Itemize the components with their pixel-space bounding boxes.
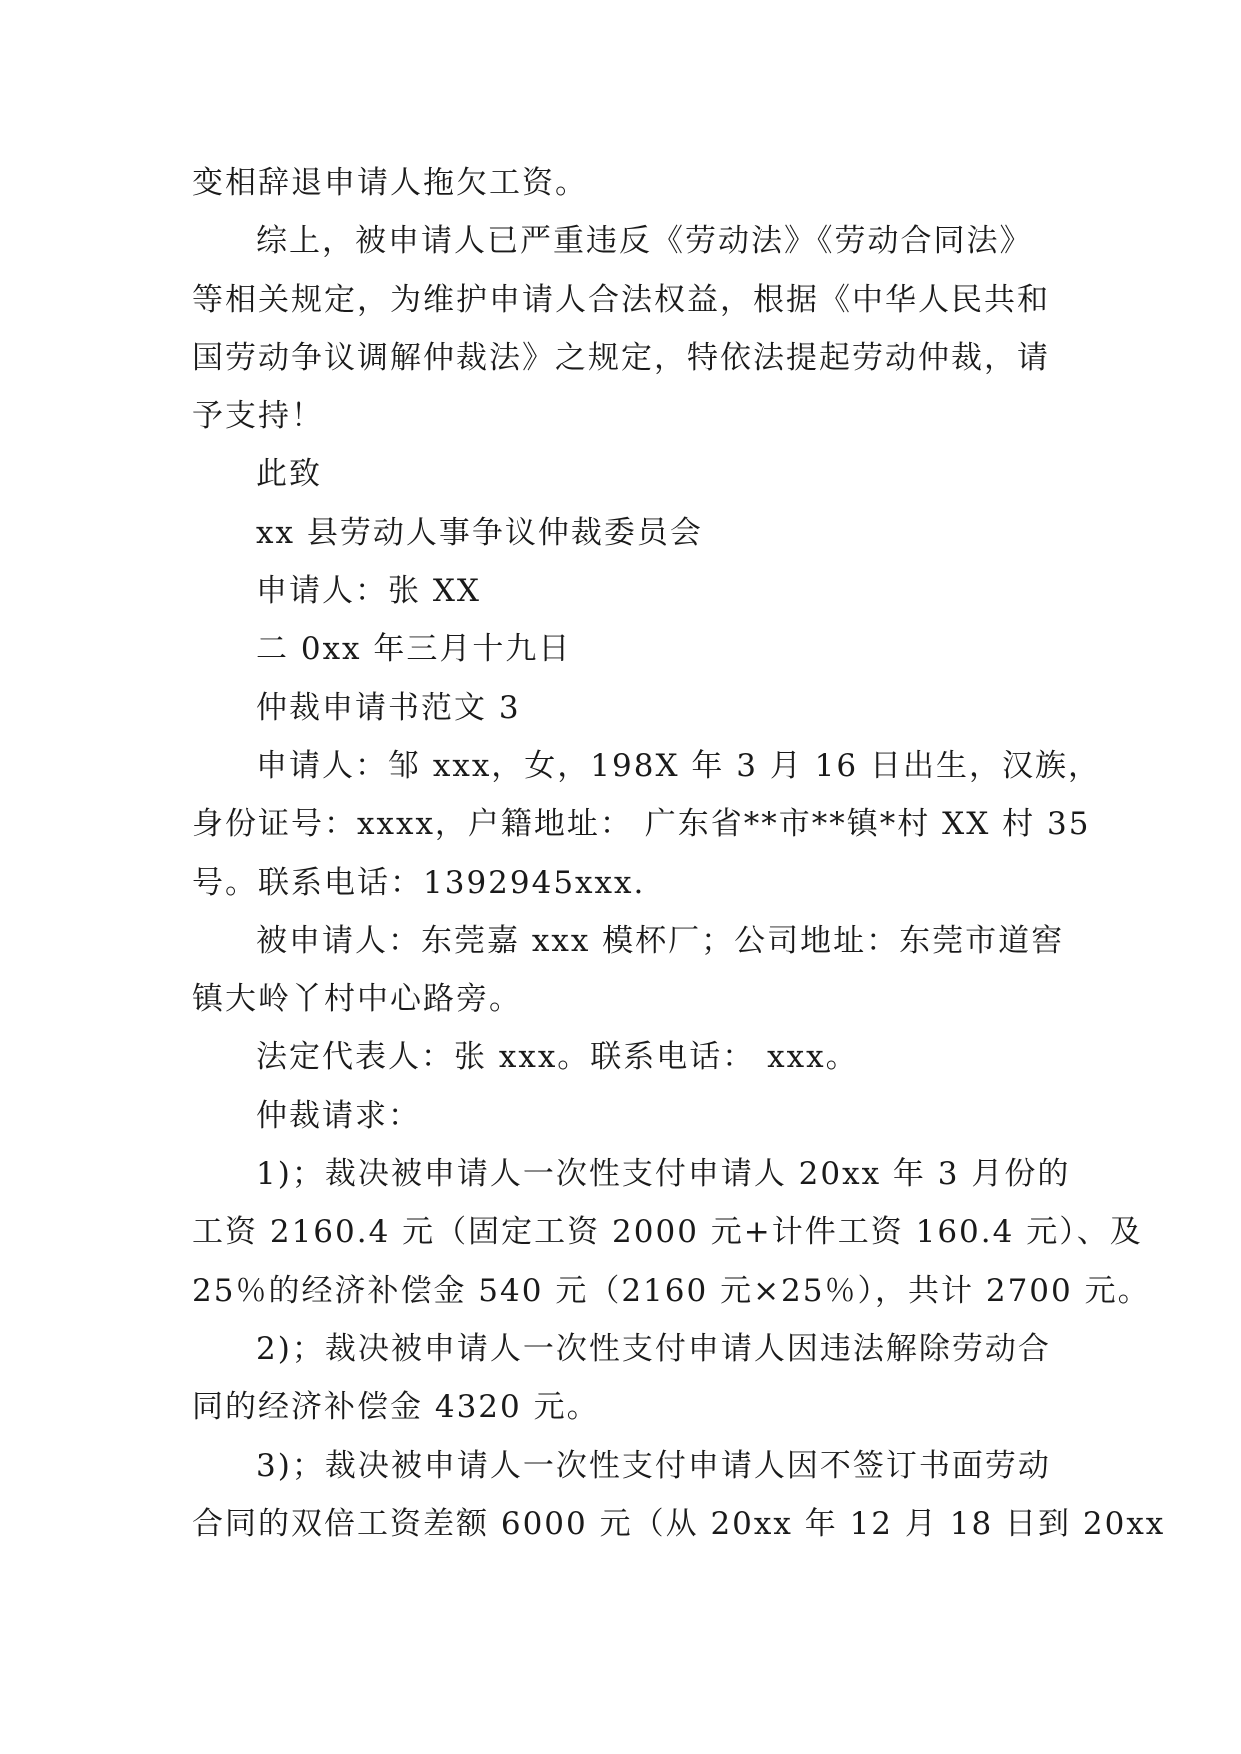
text-line: 身份证号：xxxx，户籍地址： 广东省**市**镇*村 XX 村 35	[192, 806, 1091, 843]
text-line: 1)；裁决被申请人一次性支付申请人 20xx 年 3 月份的	[256, 1156, 1071, 1193]
text-line: 国劳动争议调解仲裁法》之规定，特依法提起劳动仲裁，请	[192, 339, 1050, 376]
text-line: 合同的双倍工资差额 6000 元（从 20xx 年 12 月 18 日到 20xx	[192, 1505, 1166, 1542]
text-line: xx 县劳动人事争议仲裁委员会	[256, 514, 703, 551]
text-line: 同的经济补偿金 4320 元。	[192, 1389, 600, 1426]
text-line: 号。联系电话：1392945xxx.	[192, 864, 646, 901]
text-line: 综上，被申请人已严重违反《劳动法》《劳动合同法》	[256, 223, 1033, 260]
text-line: 被申请人：东莞嘉 xxx 模杯厂；公司地址：东莞市道窖	[256, 922, 1065, 959]
text-line: 镇大岭丫村中心路旁。	[192, 981, 522, 1018]
text-line: 仲裁申请书范文 3	[256, 689, 521, 726]
text-line: 仲裁请求：	[256, 1097, 421, 1134]
text-line: 3)；裁决被申请人一次性支付申请人因不签订书面劳动	[256, 1447, 1051, 1484]
text-line: 法定代表人：张 xxx。联系电话： xxx。	[256, 1039, 859, 1076]
text-line: 二 0xx 年三月十九日	[256, 631, 572, 668]
text-line: 予支持！	[192, 398, 324, 435]
text-line: 工资 2160.4 元（固定工资 2000 元+计件工资 160.4 元）、及	[192, 1214, 1143, 1251]
text-line: 25％的经济补偿金 540 元（2160 元×25％），共计 2700 元。	[192, 1272, 1151, 1309]
document-body	[192, 154, 1166, 1553]
text-line: 此致	[256, 456, 322, 493]
text-line: 变相辞退申请人拖欠工资。	[192, 165, 588, 201]
text-line: 2)；裁决被申请人一次性支付申请人因违法解除劳动合	[256, 1330, 1051, 1367]
text-line: 申请人：张 XX	[256, 573, 481, 610]
text-line: 申请人：邹 xxx，女，198X 年 3 月 16 日出生，汉族，	[256, 747, 1101, 784]
text-line: 等相关规定，为维护申请人合法权益，根据《中华人民共和	[192, 281, 1050, 318]
